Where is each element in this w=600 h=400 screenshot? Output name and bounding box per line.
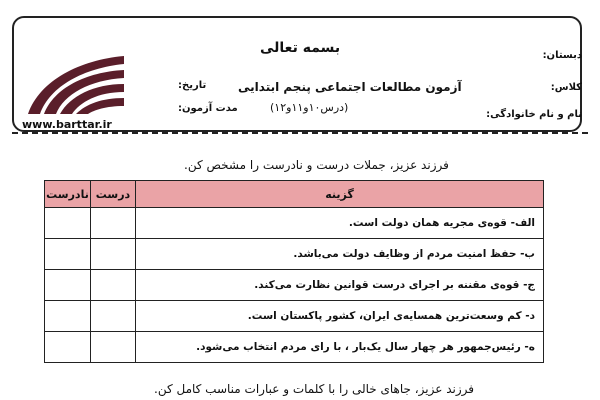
question-text: ج- قوه‌ی مقننه بر اجرای درست قوانین نظارت می‌کند. <box>135 270 543 301</box>
question-text: د- کم وسعت‌ترین همسایه‌ی ایران، کشور پاکستان است. <box>135 301 543 332</box>
website-label: www.barttar.ir <box>22 118 112 131</box>
column-header-true: درست <box>91 181 136 208</box>
class-label: کلاس: <box>550 82 582 93</box>
table-row <box>45 301 544 332</box>
duration-label: مدت آزمون: <box>178 103 238 114</box>
question-text: الف- قوه‌ی مجریه همان دولت است. <box>135 208 543 239</box>
date-label: تاریخ: <box>178 80 207 91</box>
table-header-row <box>45 181 544 208</box>
lesson-label: (درس۱۰و۱۱و۱۲) <box>270 101 349 114</box>
false-answer-cell[interactable] <box>45 301 91 332</box>
true-answer-cell[interactable] <box>91 270 136 301</box>
student-name-label: نام و نام خانوادگی: <box>486 109 582 120</box>
exam-title: آزمون مطالعات اجتماعی پنجم ابتدایی <box>238 80 462 94</box>
section-divider <box>12 132 588 134</box>
false-answer-cell[interactable] <box>45 332 91 363</box>
table-row <box>45 270 544 301</box>
table-row <box>45 332 544 363</box>
false-answer-cell[interactable] <box>45 270 91 301</box>
false-answer-cell[interactable] <box>45 239 91 270</box>
question-text: ه- رئیس‌جمهور هر چهار سال یک‌بار ، با رای مردم انتخاب می‌شود. <box>135 332 543 363</box>
true-answer-cell[interactable] <box>91 332 136 363</box>
true-answer-cell[interactable] <box>91 239 136 270</box>
school-label: دبستان: <box>542 50 582 61</box>
false-answer-cell[interactable] <box>45 208 91 239</box>
column-header-option: گزینه <box>135 181 543 208</box>
question-text: ب- حفظ امنیت مردم از وظایف دولت می‌باشد. <box>135 239 543 270</box>
section2-instruction: فرزند عزیز، جاهای خالی را با کلمات و عبارات مناسب کامل کن. <box>154 382 474 396</box>
true-answer-cell[interactable] <box>91 208 136 239</box>
section1-instruction: فرزند عزیز، جملات درست و نادرست را مشخص کن. <box>184 158 449 172</box>
table-row <box>45 208 544 239</box>
barttar-logo-icon <box>20 50 130 116</box>
true-answer-cell[interactable] <box>91 301 136 332</box>
column-header-false: نادرست <box>45 181 91 208</box>
true-false-table <box>44 180 544 363</box>
page-title: بسمه تعالی <box>260 40 341 56</box>
table-row <box>45 239 544 270</box>
